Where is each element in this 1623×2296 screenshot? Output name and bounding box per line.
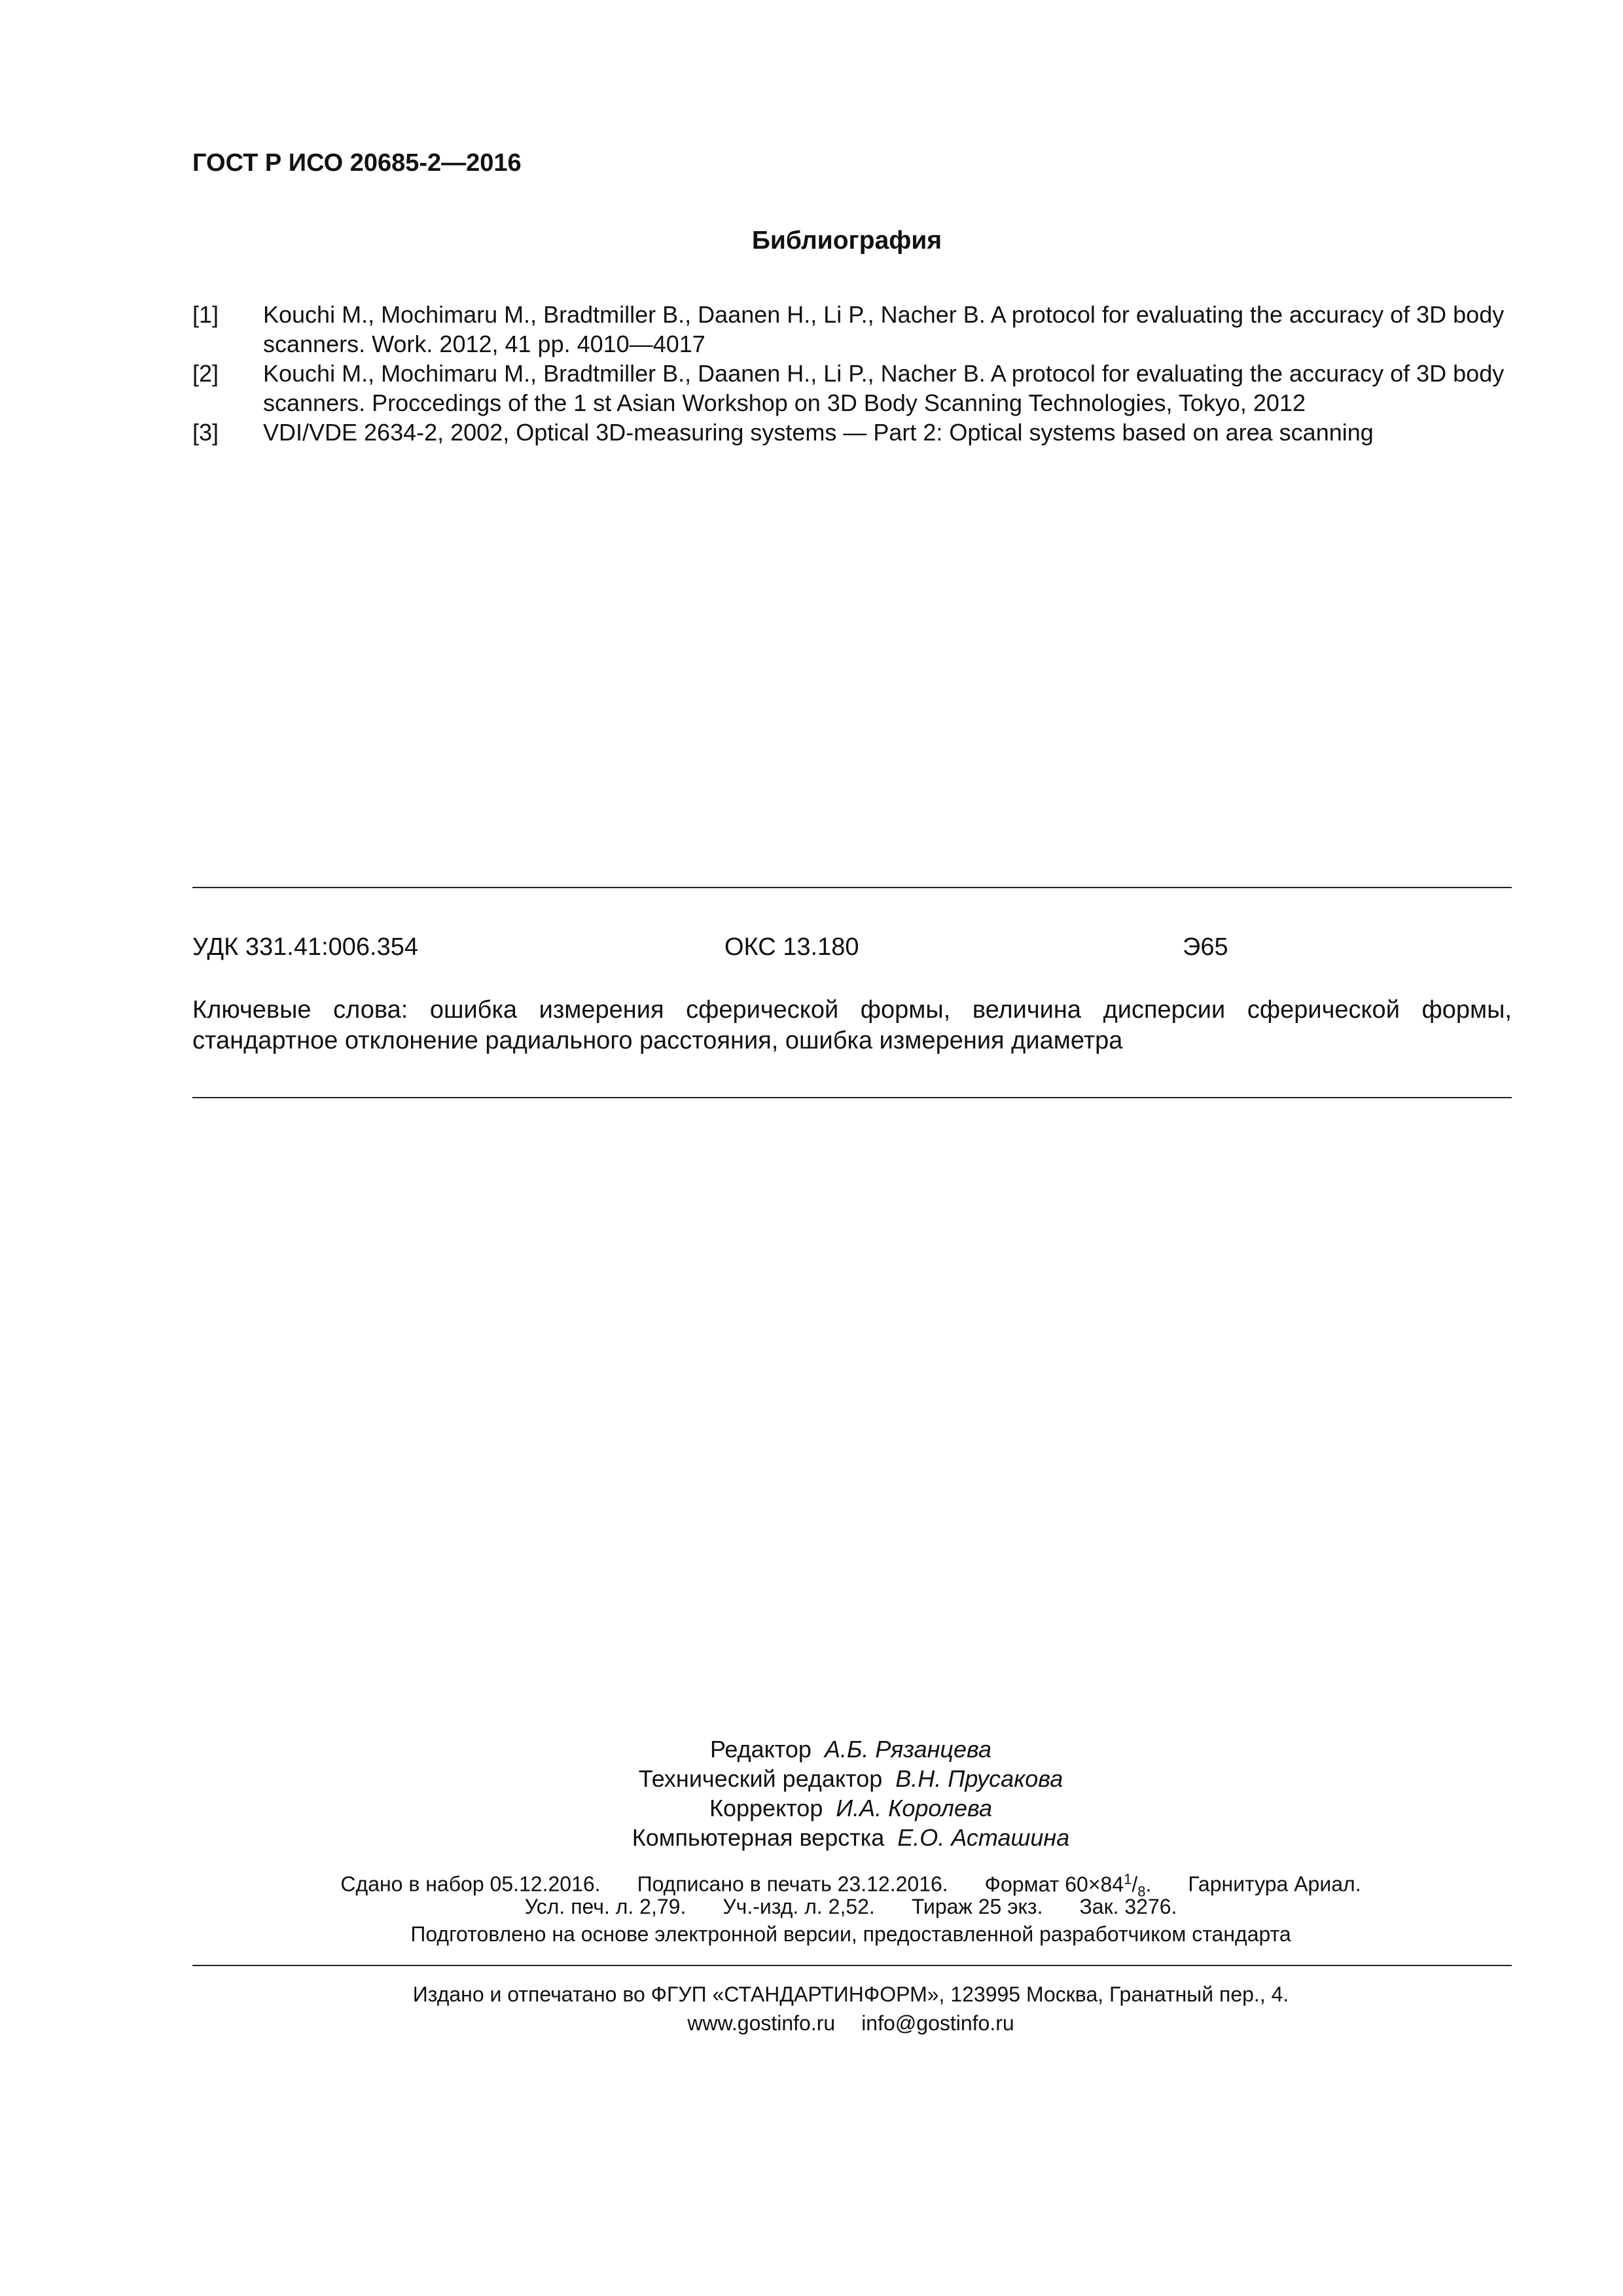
classification-code: Э65	[1183, 933, 1228, 961]
credit-role: Компьютерная верстка	[632, 1824, 885, 1851]
divider-top	[192, 887, 1512, 888]
credit-role: Корректор	[709, 1795, 823, 1821]
print-run: Тираж 25 экз.	[911, 1895, 1043, 1918]
reference-number: [2]	[192, 360, 219, 387]
prepared-note: Подготовлено на основе электронной версии, предоставленной разработчиком стандарта	[410, 1922, 1291, 1946]
reference-text: Kouchi M., Mochimaru M., Bradtmiller B., Daanen H., Li P., Nacher B. A protocol for evaluating the accuracy of 3D body scanners. Work. 2012, 41 pp. 4010—4017	[263, 301, 1505, 357]
print-info-line-2	[0, 1893, 1623, 1920]
credit-proofreader	[0, 1793, 1623, 1823]
credit-tech-editor	[0, 1764, 1623, 1793]
keywords: Ключевые слова: ошибка измерения сферической формы, величина дисперсии сферической формы, стандартное отклонение радиального расстояния, ошибка измерения диаметра	[192, 996, 1512, 1054]
contact-line	[0, 2009, 1623, 2037]
reference-item	[192, 418, 1512, 447]
credit-name: В.Н. Прусакова	[895, 1765, 1063, 1792]
reference-text: Kouchi M., Mochimaru M., Bradtmiller B., Daanen H., Li P., Nacher B. A protocol for evaluating the accuracy of 3D body scanners. Proccedings of the 1 st Asian Workshop on 3D Body Scanning Technologies, Tokyo, 2012	[263, 360, 1505, 416]
credit-role: Технический редактор	[638, 1765, 883, 1792]
divider-middle	[192, 1097, 1512, 1098]
signed-date: Подписано в печать 23.12.2016.	[637, 1872, 948, 1896]
reference-text: VDI/VDE 2634-2, 2002, Optical 3D-measuring systems — Part 2: Optical systems based on area scanning	[263, 419, 1374, 446]
typeface: Гарнитура Ариал.	[1188, 1872, 1361, 1896]
reference-item	[192, 300, 1512, 359]
oks-code: ОКС 13.180	[724, 933, 859, 961]
paper-format: Формат $60\times 84^1/_8$.	[984, 1871, 1152, 1900]
publisher-info: Издано и отпечатано во ФГУП «СТАНДАРТИНФОРМ», 123995 Москва, Гранатный пер., 4.	[412, 1982, 1289, 2006]
credit-name: Е.О. Асташина	[897, 1824, 1070, 1851]
submitted-date: Сдано в набор 05.12.2016.	[340, 1872, 601, 1896]
credit-role: Редактор	[709, 1736, 812, 1763]
print-sheets: Усл. печ. л. 2,79.	[524, 1895, 687, 1918]
divider-bottom	[192, 1965, 1512, 1966]
credit-name: И.А. Королева	[836, 1795, 992, 1821]
reference-number: [3]	[192, 419, 219, 446]
website-link[interactable]: www.gostinfo.ru	[687, 2011, 836, 2035]
credit-editor	[0, 1734, 1623, 1764]
document-code: ГОСТ Р ИСО 20685-2—2016	[192, 149, 522, 177]
udk-code: УДК 331.41:006.354	[192, 933, 419, 961]
email-link[interactable]: info@gostinfo.ru	[861, 2011, 1014, 2035]
reference-item	[192, 359, 1512, 418]
credits-block	[0, 1734, 1623, 1852]
publication-sheets: Уч.-изд. л. 2,52.	[722, 1895, 875, 1918]
order-number: Зак. 3276.	[1079, 1895, 1177, 1918]
bibliography-title: Библиография	[751, 226, 942, 255]
reference-number: [1]	[192, 301, 219, 328]
credit-name: А.Б. Рязанцева	[824, 1736, 992, 1763]
credit-layout	[0, 1823, 1623, 1852]
